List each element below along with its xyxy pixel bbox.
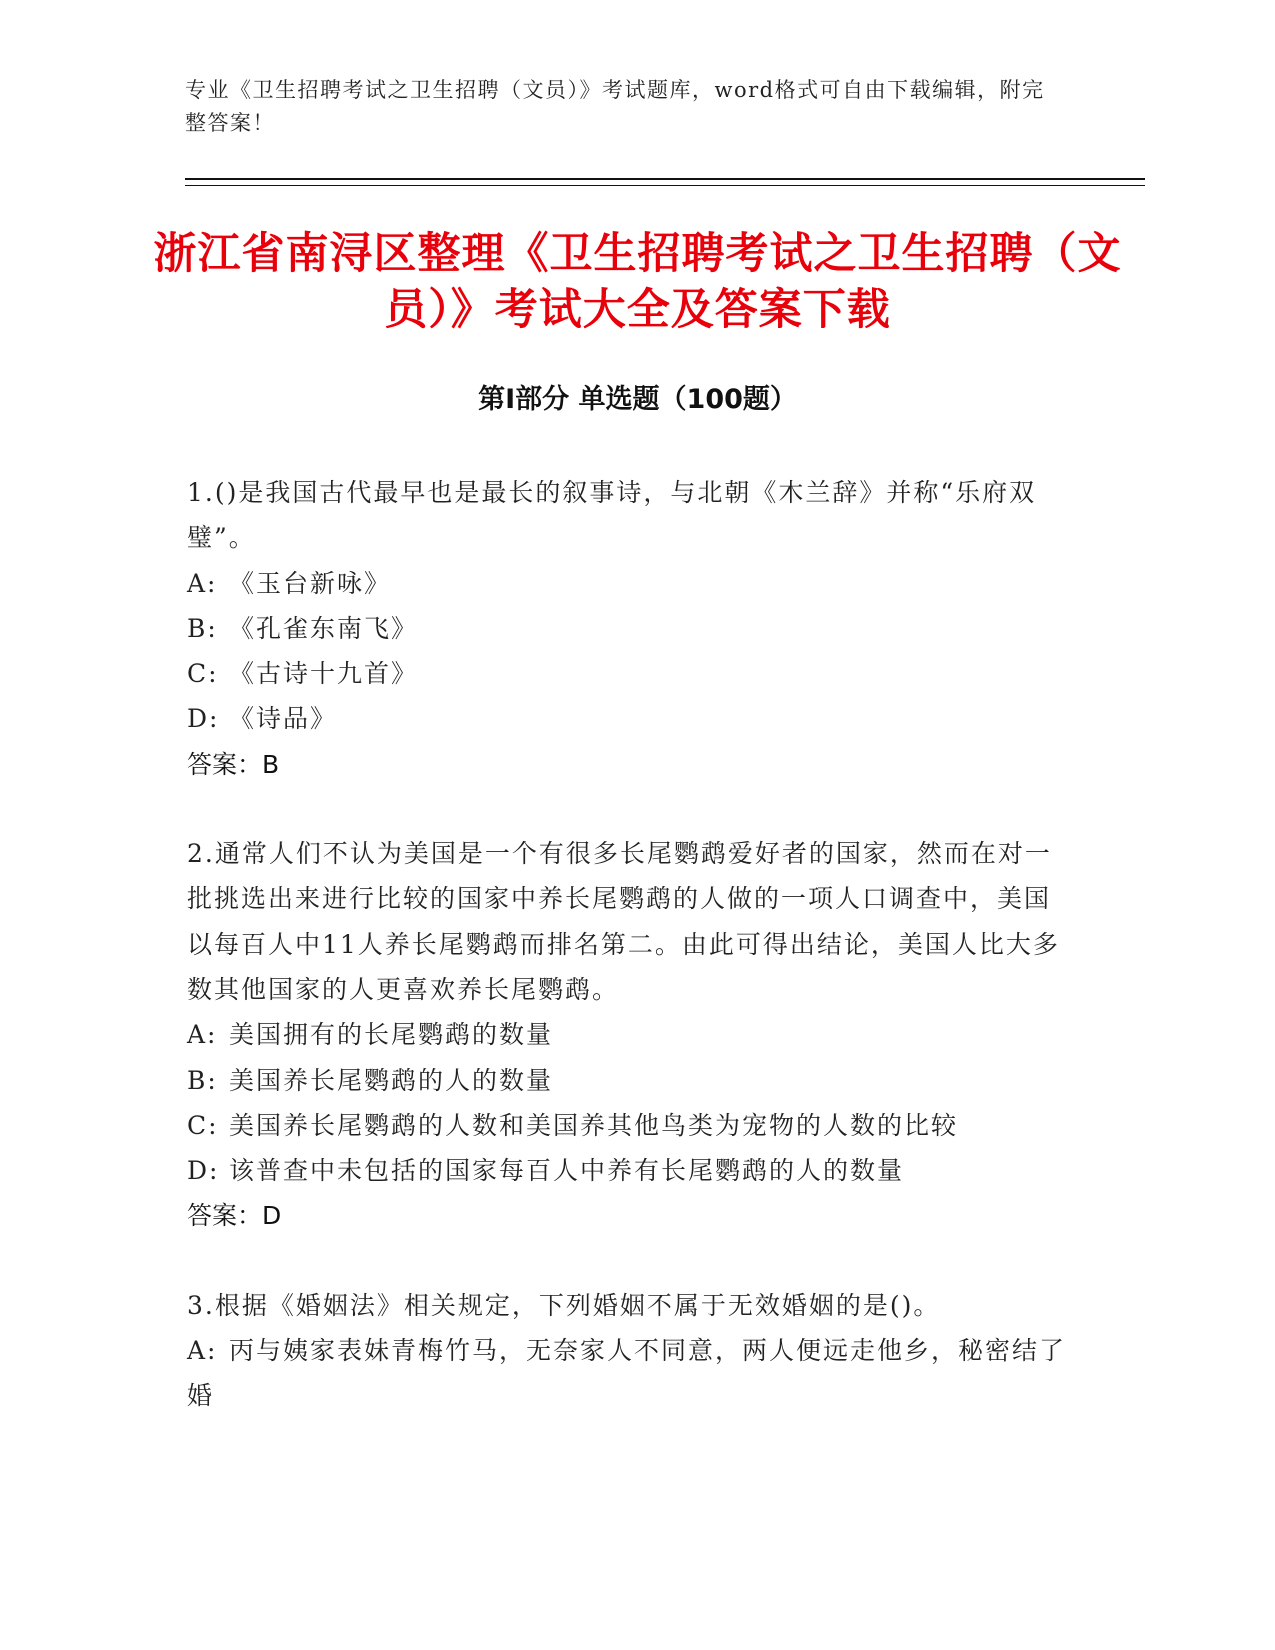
option-letter: C: bbox=[187, 1110, 219, 1140]
option-d bbox=[187, 1148, 1067, 1193]
section-heading: 第Ⅰ部分 单选题（100题） bbox=[478, 384, 797, 415]
option-text: 美国拥有的长尾鹦鹉的数量 bbox=[229, 1020, 554, 1050]
option-b bbox=[187, 1058, 1067, 1103]
option-a bbox=[187, 1012, 1067, 1057]
option-letter: A: bbox=[187, 568, 218, 598]
answer-line: 答案：D bbox=[187, 1201, 282, 1231]
option-text: 美国养长尾鹦鹉的人数和美国养其他鸟类为宠物的人数的比较 bbox=[229, 1110, 959, 1140]
option-text: 《玉台新咏》 bbox=[229, 568, 392, 598]
option-letter: A: bbox=[187, 1020, 218, 1050]
question-2 bbox=[187, 831, 1067, 1239]
option-text: 《古诗十九首》 bbox=[229, 659, 419, 689]
question-stem: 1.()是我国古代最早也是最长的叙事诗，与北朝《木兰辞》并称“乐府双璧”。 bbox=[187, 478, 1037, 553]
document-title: 浙江省南浔区整理《卫生招聘考试之卫生招聘（文员）》考试大全及答案下载 bbox=[153, 229, 1122, 335]
option-c bbox=[187, 651, 1067, 696]
header-divider-thick bbox=[185, 178, 1145, 180]
question-list bbox=[187, 470, 1067, 1463]
header-note: 专业《卫生招聘考试之卫生招聘（文员）》考试题库，word格式可自由下载编辑，附完整答案！ bbox=[185, 78, 1045, 135]
question-3 bbox=[187, 1283, 1067, 1419]
question-1 bbox=[187, 470, 1067, 787]
answer-line: 答案：B bbox=[187, 749, 280, 779]
header-divider-thin bbox=[185, 185, 1145, 186]
option-letter: D: bbox=[187, 1156, 220, 1186]
option-b bbox=[187, 606, 1067, 651]
question-stem: 3.根据《婚姻法》相关规定，下列婚姻不属于无效婚姻的是()。 bbox=[187, 1290, 941, 1320]
option-letter: C: bbox=[187, 659, 219, 689]
option-text: 《诗品》 bbox=[229, 704, 338, 734]
option-text: 美国养长尾鹦鹉的人的数量 bbox=[229, 1065, 554, 1095]
option-c bbox=[187, 1103, 1067, 1148]
option-text: 《孔雀东南飞》 bbox=[229, 613, 419, 643]
option-letter: B: bbox=[187, 613, 218, 643]
option-letter: D: bbox=[187, 704, 220, 734]
question-stem: 2.通常人们不认为美国是一个有很多长尾鹦鹉爱好者的国家，然而在对一批挑选出来进行比较的国家中养长尾鹦鹉的人做的一项人口调查中，美国以每百人中11人养长尾鹦鹉而排名第二。由此可得出结论，美国人比大多数其他国家的人更喜欢养长尾鹦鹉。 bbox=[187, 839, 1060, 1004]
option-d bbox=[187, 696, 1067, 741]
option-text: 该普查中未包括的国家每百人中养有长尾鹦鹉的人的数量 bbox=[229, 1156, 905, 1186]
option-letter: A: bbox=[187, 1336, 218, 1366]
option-a bbox=[187, 1328, 1067, 1419]
option-letter: B: bbox=[187, 1065, 218, 1095]
option-a bbox=[187, 561, 1067, 606]
option-text: 丙与姨家表妹青梅竹马，无奈家人不同意，两人便远走他乡，秘密结了婚 bbox=[187, 1336, 1067, 1411]
